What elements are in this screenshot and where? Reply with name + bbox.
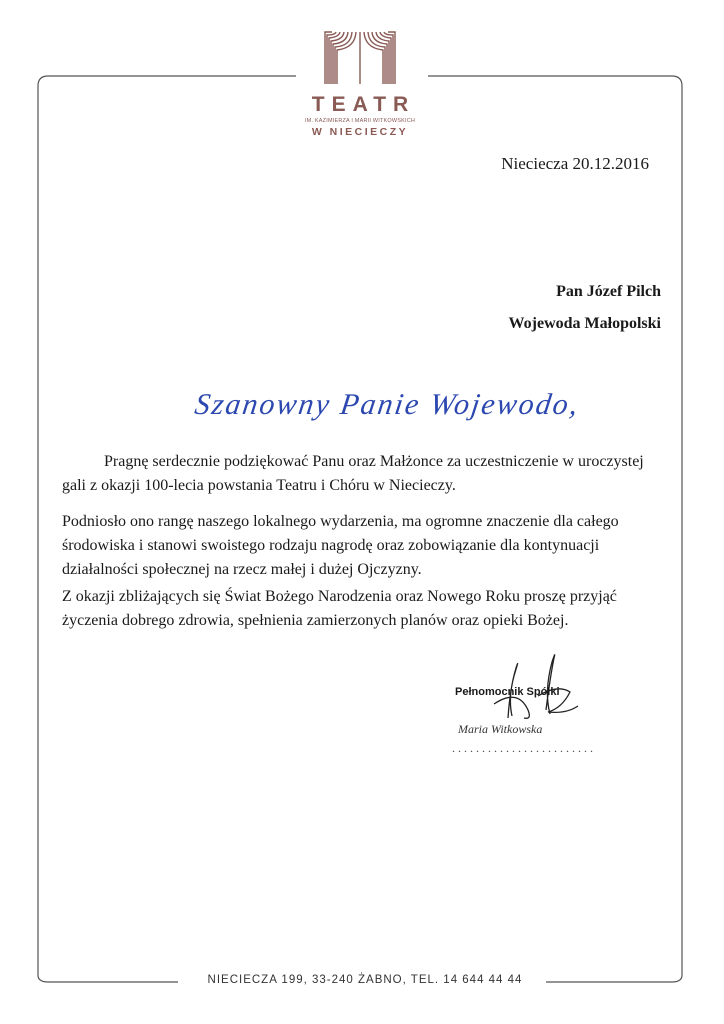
- curtain-icon: [315, 28, 405, 86]
- paragraph-wishes: Z okazji zbliżających się Świat Bożego Narodzenia oraz Nowego Roku proszę przyjąć życzenia dobrego zdrowia, spełnienia zamierzonych planów oraz opieki Bożej.: [62, 588, 617, 629]
- letter-date: Niecieczа 20.12.2016: [501, 154, 649, 173]
- footer-address: NIECIECZA 199, 33-240 ŻABNO, TEL. 14 644 44 44: [207, 974, 523, 986]
- recipient-name: Pan Józef Pilch: [556, 283, 661, 300]
- paragraph-significance: Podniosło ono rangę naszego lokalnego wydarzenia, ma ogromne znaczenie dla całego środowiska i stanowi swoistego rodzaju nagrodę oraz zobowiązanie dla kontynuacji działalności społecznej na rzecz małej i dużej Ojczyzny.: [62, 513, 619, 578]
- logo-city: W NIECIECZY: [311, 126, 409, 138]
- theatre-logo: [295, 28, 425, 138]
- paragraph-thanks: Pragnę serdecznie podziękować Panu oraz Małżonce za uczestniczenie w uroczystej gali z okazji 100-lecia powstania Teatru i Chóru w Nieciеczy.: [62, 453, 644, 494]
- recipient-title: Wojewoda Małopolski: [508, 315, 661, 332]
- signature-line: ........................: [452, 741, 596, 755]
- signatory-title: Pełnomocnik Spółki: [455, 686, 560, 698]
- handwritten-salutation: Szanowny Panie Wojewodo,: [192, 388, 582, 421]
- signatory-name: Maria Witkowska: [458, 722, 543, 736]
- logo-name: TEATR: [311, 93, 416, 116]
- logo-patron: IM. KAZIMIERZA I MARII WITKOWSKICH: [304, 118, 416, 124]
